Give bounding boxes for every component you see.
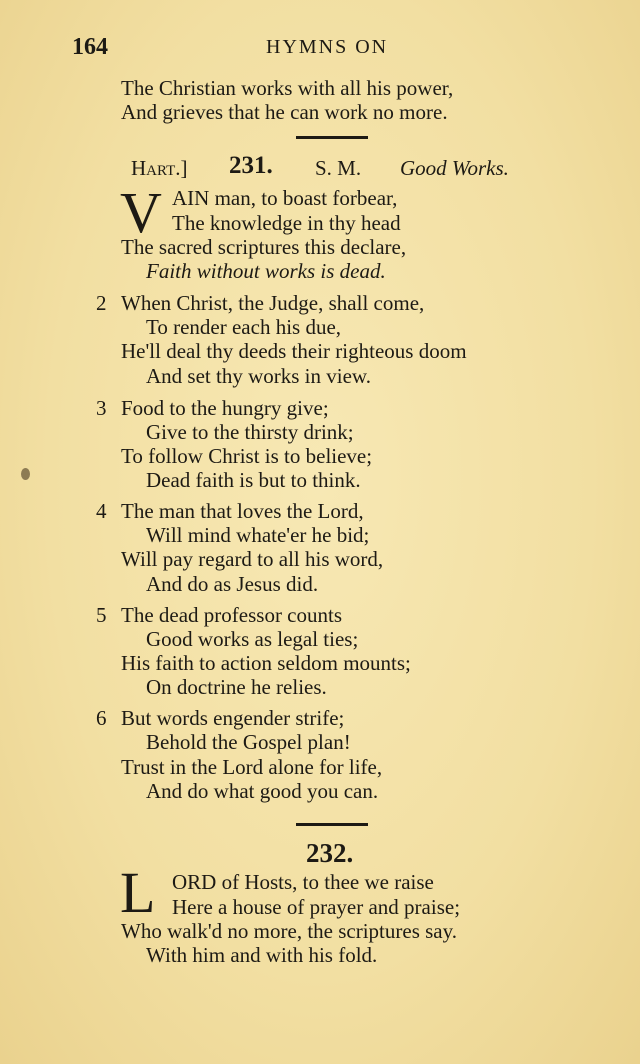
carry-over-line-2: And grieves that he can work no more. bbox=[121, 100, 448, 124]
hymn-231-s1-line-2: The knowledge in thy head bbox=[172, 211, 401, 235]
hymn-231-s1-line-3: The sacred scriptures this declare, bbox=[121, 235, 407, 259]
hymn-232-line-4: With him and with his fold. bbox=[146, 943, 378, 967]
stanza-line: The dead professor counts bbox=[121, 603, 343, 627]
stanza-line: To follow Christ is to believe; bbox=[121, 444, 373, 468]
stanza-line: And do as Jesus did. bbox=[146, 572, 319, 596]
stanza-line: Trust in the Lord alone for life, bbox=[121, 755, 383, 779]
stanza-number: 5 bbox=[96, 603, 107, 627]
hymn-231-author: Hart.] bbox=[131, 156, 188, 180]
section-divider bbox=[296, 136, 368, 139]
stanza-number: 3 bbox=[96, 396, 107, 420]
hymn-232-drop-cap: L bbox=[120, 860, 156, 925]
stanza-line: The man that loves the Lord, bbox=[121, 499, 364, 523]
stanza-line: And set thy works in view. bbox=[146, 364, 371, 388]
hymn-232-line-1: ORD of Hosts, to thee we raise bbox=[172, 870, 434, 894]
stanza-line: He'll deal thy deeds their righteous doom bbox=[121, 339, 467, 363]
stanza-line: Dead faith is but to think. bbox=[146, 468, 361, 492]
hymn-231-s1-line-4: Faith without works is dead. bbox=[146, 259, 386, 283]
section-divider bbox=[296, 823, 368, 826]
hymn-232-line-2: Here a house of prayer and praise; bbox=[172, 895, 461, 919]
stanza-line: When Christ, the Judge, shall come, bbox=[121, 291, 425, 315]
stanza-number: 6 bbox=[96, 706, 107, 730]
hymn-231-subject: Good Works. bbox=[400, 156, 509, 180]
stanza-line: But words engender strife; bbox=[121, 706, 345, 730]
stanza-line: Give to the thirsty drink; bbox=[146, 420, 354, 444]
stanza-line: Food to the hungry give; bbox=[121, 396, 329, 420]
stanza-line: Will pay regard to all his word, bbox=[121, 547, 384, 571]
stanza-line: To render each his due, bbox=[146, 315, 342, 339]
hymn-231-s1-line-1: AIN man, to boast forbear, bbox=[172, 186, 398, 210]
running-head: HYMNS ON bbox=[266, 36, 389, 58]
ink-spot bbox=[21, 468, 30, 480]
stanza-line: Will mind whate'er he bid; bbox=[146, 523, 370, 547]
page-number: 164 bbox=[72, 34, 108, 60]
hymn-232-line-3: Who walk'd no more, the scriptures say. bbox=[121, 919, 457, 943]
stanza-number: 4 bbox=[96, 499, 107, 523]
hymn-231-number: 231. bbox=[229, 152, 273, 179]
stanza-number: 2 bbox=[96, 291, 107, 315]
hymn-231-meter: S. M. bbox=[315, 156, 362, 180]
carry-over-line-1: The Christian works with all his power, bbox=[121, 76, 454, 100]
stanza-line: Good works as legal ties; bbox=[146, 627, 359, 651]
stanza-line: On doctrine he relies. bbox=[146, 675, 327, 699]
stanza-line: And do what good you can. bbox=[146, 779, 379, 803]
hymn-232-number: 232. bbox=[306, 838, 354, 868]
hymn-231-drop-cap: V bbox=[120, 180, 162, 245]
stanza-line: His faith to action seldom mounts; bbox=[121, 651, 411, 675]
stanza-line: Behold the Gospel plan! bbox=[146, 730, 351, 754]
